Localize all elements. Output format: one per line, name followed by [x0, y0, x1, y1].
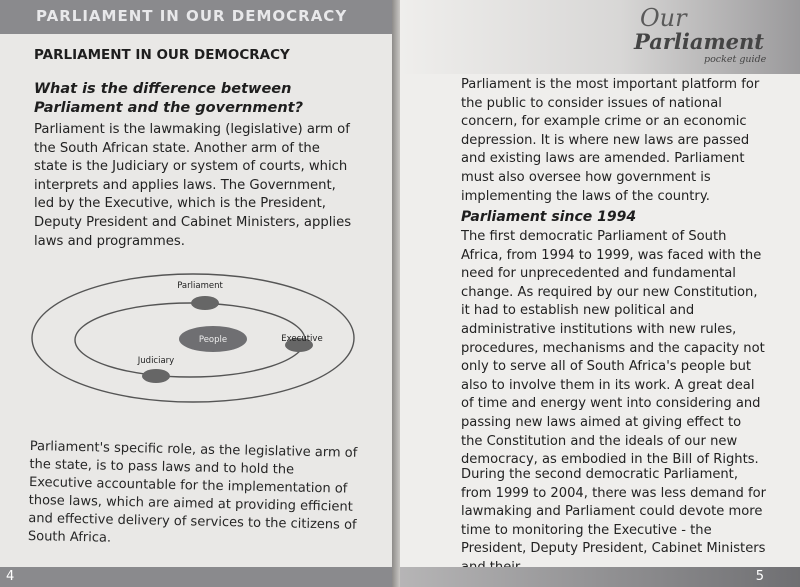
judiciary-label: Judiciary [137, 356, 175, 366]
parliament-label: Parliament [177, 281, 223, 291]
left-footer-band [0, 567, 392, 587]
people-label: People [198, 335, 228, 345]
section-title: PARLIAMENT IN OUR DEMOCRACY [34, 47, 290, 63]
right-footer-band [400, 567, 800, 587]
right-paragraph-1: Parliament is the most important platform for the public to consider issues of national concern, for example crime or an economic depression. It is where new laws are passed and existing laws are amended. Parliament must also oversee how government is implementing the laws of the country. [461, 77, 760, 204]
header-band [0, 0, 392, 34]
democracy-diagram [28, 270, 358, 430]
parliament-node [191, 296, 219, 310]
left-page [0, 0, 392, 587]
right-page-number: 5 [755, 569, 764, 584]
logo-line-pocket-guide: pocket guide [704, 54, 767, 65]
question-heading: What is the difference between Parliament and the government? [34, 81, 303, 116]
executive-label: Executive [281, 334, 323, 344]
left-page-number: 4 [6, 569, 15, 584]
judiciary-node [142, 369, 170, 383]
right-paragraph-3: During the second democratic Parliament, from 1999 to 2004, there was less demand for lawmaking and Parliament could devote more time to monitoring the Executive - the President, Deputy President, Cabinet Ministers [461, 467, 767, 557]
right-paragraph-2: The first democratic Parliament of South Africa, from 1994 to 1999, was faced with the need for unprecedented and fundamental change. As required by our new Constitution, it had to establish new political and administrative institutions with new rules, procedures, mechanisms and the capacity not only to serve all of South Africa's people but also to involve them in its work. A great deal of time and energy went into considering and passing new laws aimed at giving effect to the Constitution and the ideals of our new democracy, as embodied in the Bill of Rights. [461, 229, 765, 468]
left-paragraph-1: Parliament is the lawmaking (legislative) arm of the South African state. Another arm of the state is the Judiciary or system of courts, which interprets and applies laws. The Government, led by the Executive, which is the President, Deputy President and Cabinet Ministers, applies laws and programmes. [34, 122, 352, 249]
book-spine [392, 0, 400, 587]
right-subheading: Parliament since 1994 [461, 209, 637, 225]
logo-line-parliament: Parliament [634, 29, 765, 54]
left-paragraph-2: Parliament's specific role, as the legislative arm of the state, is to pass laws and to hold the Executive accountable for the implementation of those laws, which are aimed at providing efficient and effective delivery of services to the citizens of South Africa. [27, 438, 358, 546]
logo-line-our: Our [640, 4, 687, 32]
header-band-title: PARLIAMENT IN OUR DEMOCRACY [36, 7, 348, 25]
